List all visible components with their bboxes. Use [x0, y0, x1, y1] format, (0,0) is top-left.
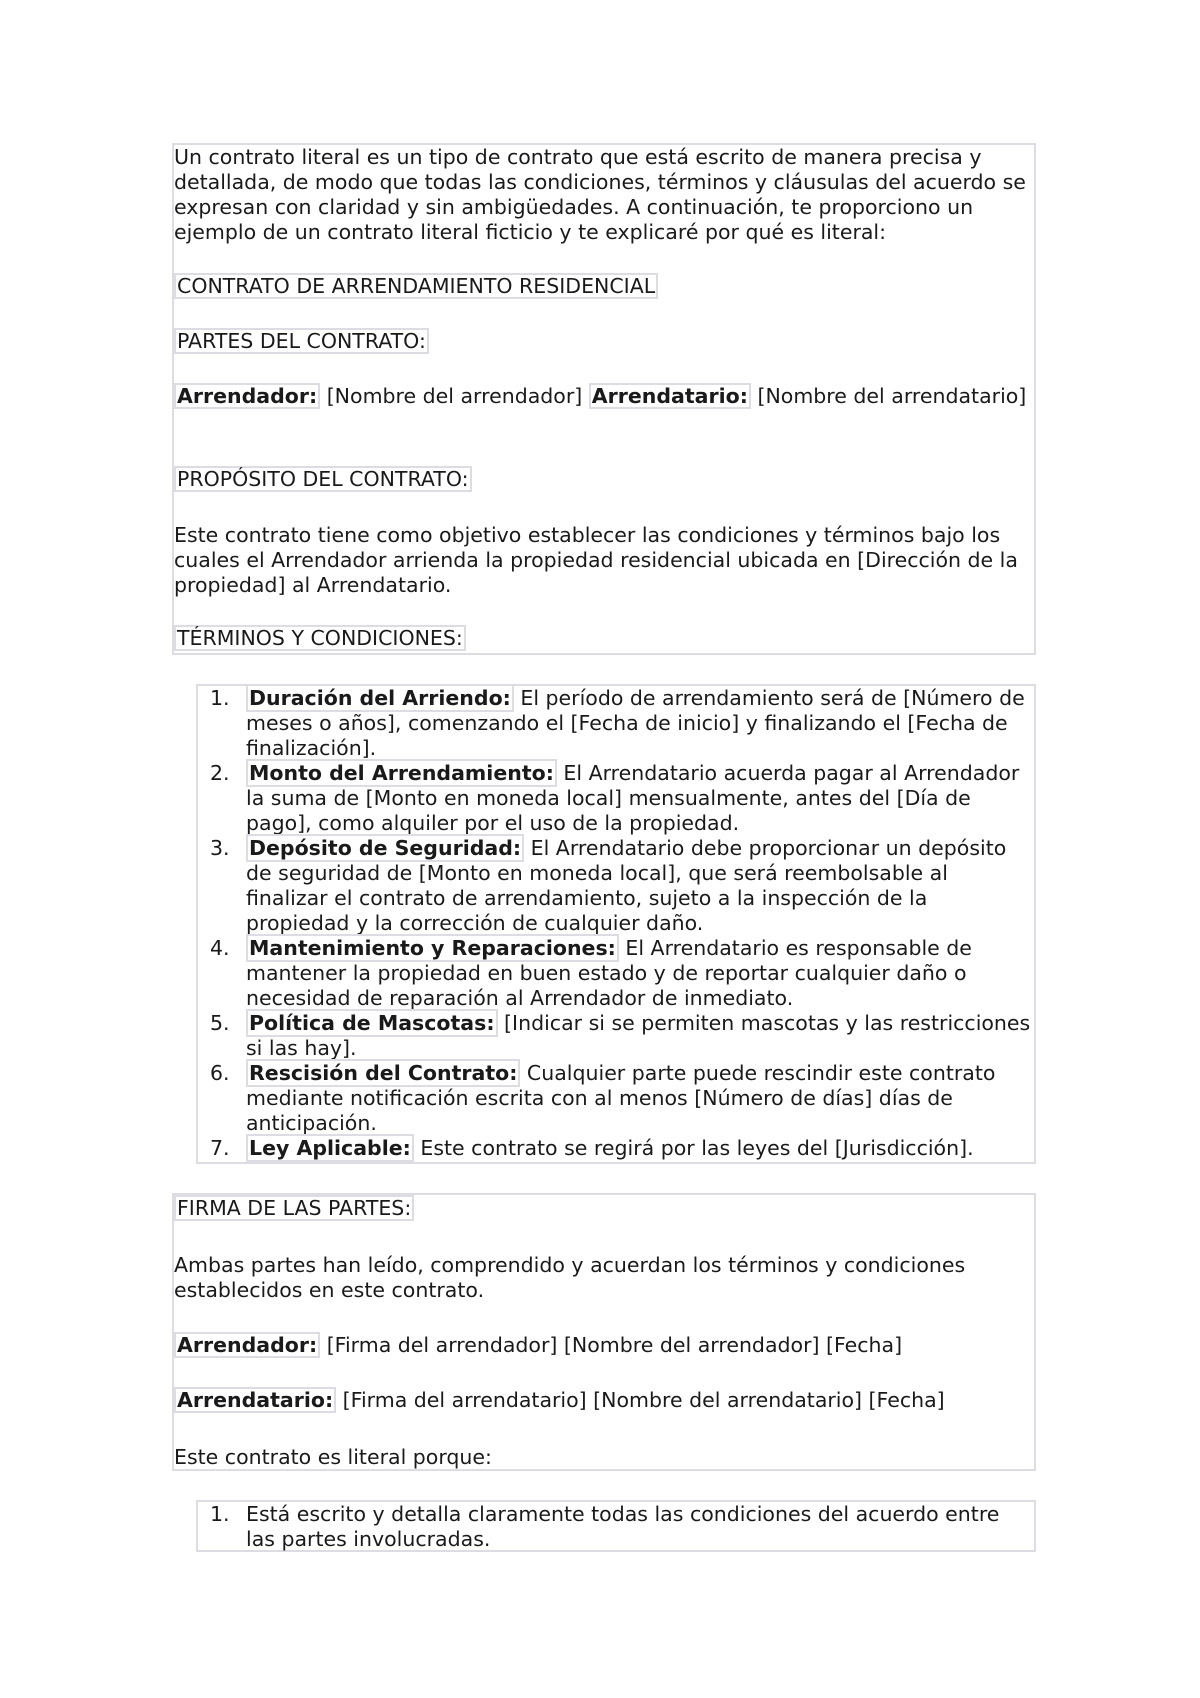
- contract-intro-block: [172, 143, 1036, 655]
- terms-list: [196, 684, 1036, 1164]
- terms-heading: TÉRMINOS Y CONDICIONES:: [174, 625, 466, 651]
- tenant-label: Arrendatario:: [589, 383, 751, 409]
- list-item: 3. Depósito de Seguridad: El Arrendatario debe proporcionar un depósito de seguridad de [Monto en moneda local], que será reembolsable al finalizar el contrato de arrendamiento, sujeto a la inspección de la propiedad y la corrección de cualquier daño.: [210, 836, 1007, 935]
- sign-landlord-label: Arrendador:: [174, 1332, 320, 1358]
- title-row: [174, 273, 1034, 299]
- term-label: Duración del Arriendo:: [246, 684, 514, 712]
- signature-paragraph: Ambas partes han leído, comprendido y acuerdan los términos y condiciones establecidos en este contrato.: [174, 1253, 966, 1302]
- term-label: Política de Mascotas:: [246, 1009, 498, 1037]
- list-item: 1. Duración del Arriendo: El período de arrendamiento será de [Número de meses o años], comenzando el [Fecha de inicio] y finalizando el [Fecha de finalización].: [210, 686, 1025, 760]
- term-text: [Indicar si se permiten mascotas y las restricciones si las hay].: [246, 1011, 1031, 1060]
- tenant-signature-line: [174, 1387, 1034, 1413]
- purpose-heading: PROPÓSITO DEL CONTRATO:: [174, 466, 472, 492]
- contract-title: CONTRATO DE ARRENDAMIENTO RESIDENCIAL: [174, 273, 658, 299]
- landlord-signature-line: [174, 1332, 1034, 1358]
- purpose-heading-row: [174, 466, 1034, 492]
- term-text: El Arrendatario debe proporcionar un depósito de seguridad de [Monto en moneda local], que será reembolsable al finalizar el contrato de arrendamiento, sujeto a la inspección de la propiedad y la corrección de cualquier daño.: [246, 836, 1007, 935]
- list-item: 2. Monto del Arrendamiento: El Arrendatario acuerda pagar al Arrendador la suma de [Monto en moneda local] mensualmente, antes del [Día de pago], como alquiler por el uso de la propiedad.: [210, 761, 1020, 835]
- term-label: Ley Aplicable:: [246, 1134, 414, 1162]
- list-item: 6. Rescisión del Contrato: Cualquier parte puede rescindir este contrato mediante notificación escrita con al menos [Número de días] días de anticipación.: [210, 1061, 996, 1135]
- signature-heading-row: [174, 1195, 1034, 1221]
- landlord-label: Arrendador:: [174, 383, 320, 409]
- tenant-value: [Nombre del arrendatario]: [750, 384, 1027, 408]
- term-label: Rescisión del Contrato:: [246, 1059, 520, 1087]
- parties-heading: PARTES DEL CONTRATO:: [174, 328, 429, 354]
- term-text: El Arrendatario es responsable de mantener la propiedad en buen estado y de reportar cualquier daño o necesidad de reparación al Arrendador de inmediato.: [246, 936, 972, 1010]
- landlord-value: [Nombre del arrendador]: [320, 384, 589, 408]
- parties-heading-row: [174, 328, 1034, 354]
- sign-landlord-value: [Firma del arrendador] [Nombre del arrendador] [Fecha]: [320, 1333, 903, 1357]
- term-label: Monto del Arrendamiento:: [246, 759, 557, 787]
- list-item: 1. Está escrito y detalla claramente todas las condiciones del acuerdo entre las partes involucradas.: [210, 1502, 1000, 1551]
- term-text: Cualquier parte puede rescindir este contrato mediante notificación escrita con al menos [Número de días] días de anticipación.: [246, 1061, 996, 1135]
- list-item: 5. Política de Mascotas: [Indicar si se permiten mascotas y las restricciones si las hay].: [210, 1011, 1031, 1060]
- purpose-paragraph: Este contrato tiene como objetivo establecer las condiciones y términos bajo los cuales el Arrendador arrienda la propiedad residencial ubicada en [Dirección de la propiedad] al Arrendatario.: [174, 523, 1018, 597]
- intro-paragraph: Un contrato literal es un tipo de contrato que está escrito de manera precisa y detallada, de modo que todas las condiciones, términos y cláusulas del acuerdo se expresan con claridad y sin ambigüedades. A continuación, te proporciono un ejemplo de un contrato literal ficticio y te explicaré por qué es literal:: [174, 145, 1026, 244]
- sign-tenant-label: Arrendatario:: [174, 1387, 336, 1413]
- list-item: 7. Ley Aplicable: Este contrato se regirá por las leyes del [Jurisdicción].: [210, 1136, 974, 1160]
- parties-paragraph: [174, 383, 1034, 409]
- term-text: El período de arrendamiento será de [Número de meses o años], comenzando el [Fecha de inicio] y finalizando el [Fecha de finalización].: [246, 686, 1025, 760]
- reason-text: Está escrito y detalla claramente todas las condiciones del acuerdo entre las partes involucradas.: [246, 1502, 1000, 1551]
- list-item: 4. Mantenimiento y Reparaciones: El Arrendatario es responsable de mantener la propiedad en buen estado y de reportar cualquier daño o necesidad de reparación al Arrendador de inmediato.: [210, 936, 972, 1010]
- signature-block: [172, 1193, 1036, 1471]
- term-text: El Arrendatario acuerda pagar al Arrendador la suma de [Monto en moneda local] mensualmente, antes del [Día de pago], como alquiler por el uso de la propiedad.: [246, 761, 1020, 835]
- terms-heading-row: [174, 625, 1034, 651]
- term-label: Mantenimiento y Reparaciones:: [246, 934, 619, 962]
- term-label: Depósito de Seguridad:: [246, 834, 524, 862]
- sign-tenant-value: [Firma del arrendatario] [Nombre del arrendatario] [Fecha]: [336, 1388, 945, 1412]
- literal-reason-intro: Este contrato es literal porque:: [174, 1445, 492, 1469]
- term-text: Este contrato se regirá por las leyes del [Jurisdicción].: [413, 1136, 974, 1160]
- signature-heading: FIRMA DE LAS PARTES:: [174, 1195, 414, 1221]
- reasons-list: [196, 1500, 1036, 1552]
